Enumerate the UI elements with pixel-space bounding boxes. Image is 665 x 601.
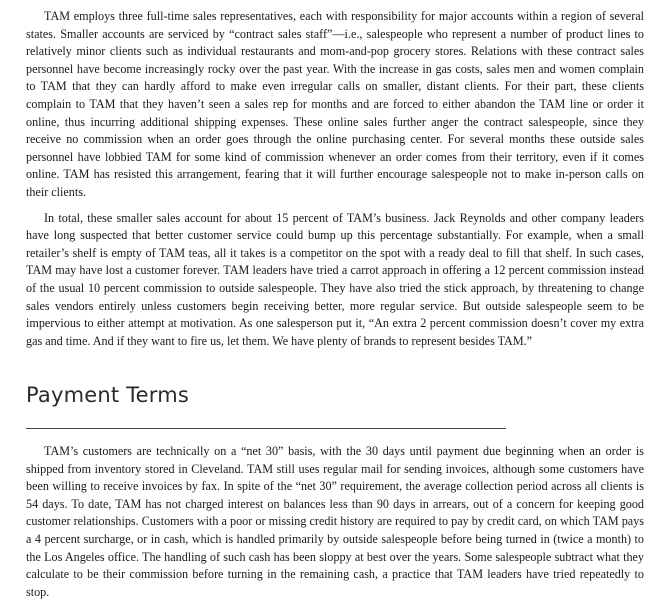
heading-divider: [26, 428, 506, 429]
document-body-bottom: [26, 443, 644, 601]
paragraph-payment-terms: TAM’s customers are technically on a “net 30” basis, with the 30 days until payment due beginning when an order is shipped from inventory stored in Cleveland. TAM still uses regular mail for sending invoices, although some customers have been willing to receive invoices by fax. In spite of the “net 30” requirement, the average collection period across all clients is 54 days. To date, TAM has not charged interest on balances less than 90 days in arrears, out of a concern for keeping good customer relationships. Customers with a poor or missing credit history are required to pay by credit card, on which TAM pays a 4 percent surcharge, or in cash, which is handled primarily by outside salespeople before being turned in (twice a month) to the Los Angeles office. The handling of such cash has been sloppy at best over the years. Some salespeople subtract what they calculate to be their commission before turning in the remaining cash, a practice that TAM leaders have tried repeatedly to stop.: [26, 444, 644, 599]
paragraph-smaller-sales: In total, these smaller sales account for about 15 percent of TAM’s business. Jack Reynolds and other company leaders have long suspected that better customer service could bump up this percentage substantially. For example, when a small retailer’s shelf is empty of TAM teas, all it takes is a competitor on the spot with a ready deal to fill that shelf. In such cases, TAM may have lost a customer forever. TAM leaders have tried a carrot approach in offering a 12 percent commission instead of the usual 10 percent commission to outside salespeople. They have also tried the stick approach, by threatening to change sales vendors entirely unless customers begin receiving better, more regular service. But outside salespeople seem to be impervious to either attempt at motivation. As one salesperson put it, “An extra 2 percent commission doesn’t cover my extra gas and time. And if they want to fire us, let them. We have plenty of brands to represent besides TAM.”: [26, 210, 644, 348]
section-heading-payment-terms: Payment Terms: [26, 383, 190, 407]
document-body-top: [26, 8, 644, 350]
paragraph-sales-reps: TAM employs three full-time sales representatives, each with responsibility for major accounts within a region of several states. Smaller accounts are serviced by “contract sales staff”—i.e., salespeople who represent a number of product lines to relatively minor clients such as individual restaurants and mom-and-pop grocery stores. Relations with these contract sales personnel have become increasingly rocky over the past year. With the increase in gas costs, sales men and women complain to TAM that they can hardly afford to make even irregular calls on smaller, distant clients. For their part, these clients complain to TAM that they haven’t seen a sales rep for months and are forced to either abandon the TAM line or order it online, thus incurring additional shipping expenses. These online sales further anger the contract salespeople, since they receive no commission when an order goes through the online purchasing center. For several months these outside sales personnel have lobbied TAM for some kind of commission whenever an order comes from their territory, even if it comes online. TAM has resisted this arrangement, fearing that it will further encourage salespeople not to make in-person calls on their clients.: [26, 9, 644, 199]
